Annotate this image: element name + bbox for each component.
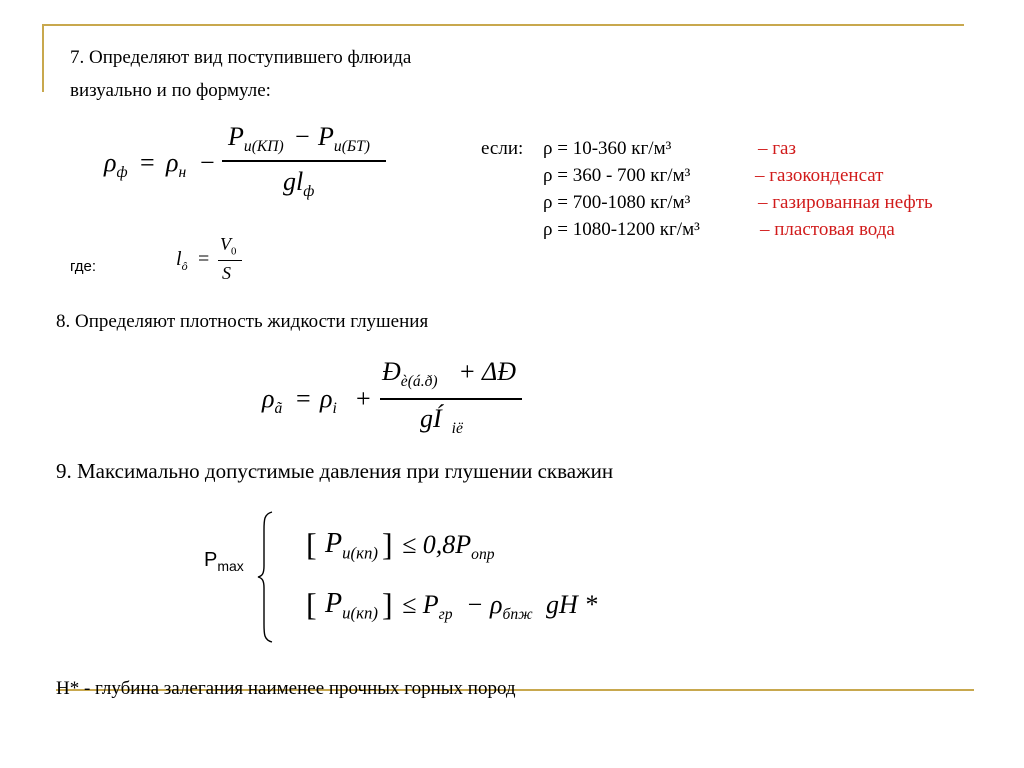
section8-title: 8. Определяют плотность жидкости глушения: [56, 311, 429, 332]
condition-range: ρ = 1080-1200 кг/м³: [543, 219, 700, 240]
condition-fluid: – газированная нефть: [758, 192, 933, 213]
condition-range: ρ = 10-360 кг/м³: [543, 138, 672, 159]
section7-line2: визуально и по формуле:: [70, 80, 271, 101]
where-label: где:: [70, 258, 97, 275]
fraction-bar: [218, 260, 242, 261]
brace-icon: [256, 510, 276, 644]
condition-fluid: – газоконденсат: [755, 165, 884, 186]
fraction-bar: [222, 160, 386, 162]
footnote: H* - глубина залегания наименее прочных горных пород: [56, 678, 516, 699]
condition-fluid: – газ: [758, 138, 796, 159]
section7-line1: 7. Определяют вид поступившего флюида: [70, 47, 412, 68]
condition-range: ρ = 700-1080 кг/м³: [543, 192, 691, 213]
fraction-bar: [380, 398, 522, 400]
condition-fluid: – пластовая вода: [760, 219, 895, 240]
pmax-label: $P_{max}$: [204, 549, 244, 574]
left-rule: [42, 24, 44, 92]
section9-title: 9. Максимально допустимые давления при глушении скважин: [56, 459, 614, 483]
top-rule: [42, 24, 964, 26]
condition-range: ρ = 360 - 700 кг/м³: [543, 165, 691, 186]
conditions-label: если:: [481, 138, 524, 159]
